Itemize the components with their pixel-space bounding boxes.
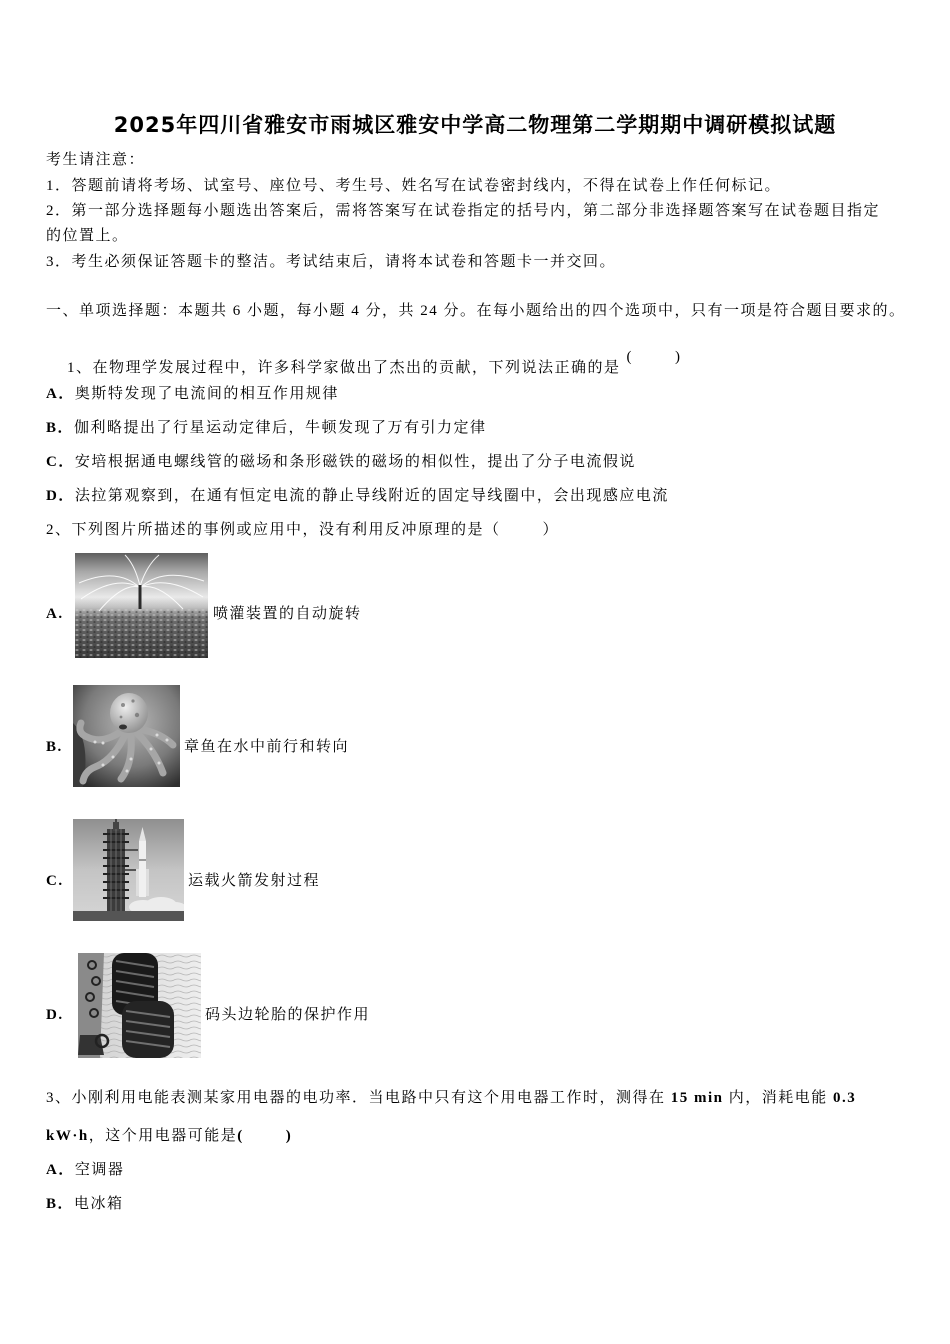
question-3-option-b [46, 1194, 124, 1214]
question-1-option-a [46, 384, 339, 404]
notice-line-2: 2．第一部分选择题每小题选出答案后，需将答案写在试卷指定的括号内，第二部分非选择题答案写在试卷题目指定 [46, 203, 881, 219]
question-2-option-b-text: 章鱼在水中前行和转向 [184, 739, 350, 755]
question-2-option-c-label: C. [46, 873, 64, 889]
option-label: A． [46, 386, 75, 402]
sprinkler-pipe [139, 585, 142, 609]
energy-value: 0.3 [833, 1090, 857, 1106]
octopus-head [110, 693, 148, 733]
question-1-option-d [46, 486, 669, 506]
question-2-option-a-text: 喷灌装置的自动旋转 [213, 606, 362, 622]
notice-line-1: 1．答题前请将考场、试室号、座位号、考生号、姓名写在试卷密封线内，不得在试卷上作任何标记。 [46, 178, 782, 194]
notice-heading: 考生请注意： [46, 152, 146, 168]
option-label: D． [46, 488, 75, 504]
option-label: B． [46, 1196, 75, 1212]
question-3-stem-line-2 [46, 1126, 292, 1146]
option-text: 伽利略提出了行星运动定律后，牛顿发现了万有引力定律 [74, 420, 487, 436]
question-1-answer-bracket: ( ) [626, 349, 682, 365]
question-2-option-d-label: D. [46, 1007, 64, 1023]
crop-field [75, 608, 208, 658]
question-2-option-c-text: 运载火箭发射过程 [188, 873, 321, 889]
energy-unit: kW·h [46, 1128, 89, 1144]
question-1-option-b [46, 418, 487, 438]
question-2-option-a-label: A. [46, 606, 64, 622]
octopus-photo [73, 685, 180, 787]
question-1-option-c [46, 452, 636, 472]
question-1-text: 1、在物理学发展过程中，许多科学家做出了杰出的贡献，下列说法正确的是 [67, 360, 621, 376]
question-3-text-end: ，这个用电器可能是 [88, 1128, 238, 1144]
option-text: 空调器 [74, 1162, 125, 1178]
exam-title: 2025年四川省雅安市雨城区雅安中学高二物理第二学期期中调研模拟试题 [113, 113, 837, 137]
question-2-stem: 2、下列图片所描述的事例或应用中，没有利用反冲原理的是（ ） [46, 522, 560, 538]
ground [73, 911, 184, 921]
rocket-launch-photo [73, 819, 184, 921]
bollard [78, 1035, 104, 1055]
sprinkler-photo [75, 553, 208, 658]
option-label: A． [46, 1162, 75, 1178]
option-text: 奥斯特发现了电流间的相互作用规律 [74, 386, 339, 402]
question-3-text: 3、小刚利用电能表测某家用电器的电功率．当电路中只有这个用电器工作时，测得在 [46, 1090, 671, 1106]
question-3-answer-bracket: ( ) [237, 1128, 293, 1144]
question-2-option-b-label: B. [46, 739, 63, 755]
octopus-eye [119, 725, 127, 730]
question-1-stem [46, 338, 682, 376]
duration-value: 15 min [670, 1090, 724, 1106]
option-label: B． [46, 420, 75, 436]
question-2-option-d-text: 码头边轮胎的保护作用 [205, 1007, 371, 1023]
notice-line-3: 3．考生必须保证答题卡的整洁。考试结束后，请将本试卷和答题卡一并交回。 [46, 254, 617, 270]
notice-line-2-continued: 的位置上。 [46, 228, 129, 244]
tire-lower [122, 1001, 174, 1058]
question-3-option-a [46, 1160, 124, 1180]
option-text: 电冰箱 [74, 1196, 124, 1212]
option-label: C． [46, 454, 75, 470]
option-text: 安培根据通电螺线管的磁场和条形磁铁的磁场的相似性，提出了分子电流假说 [74, 454, 636, 470]
section-heading: 一、单项选择题：本题共 6 小题，每小题 4 分，共 24 分。在每小题给出的四个选项中，只有一项是符合题目要求的。 [46, 303, 906, 319]
question-3-text-middle: 内，消耗电能 [723, 1090, 834, 1106]
option-text: 法拉第观察到，在通有恒定电流的静止导线附近的固定导线圈中，会出现感应电流 [74, 488, 669, 504]
dock-tire-photo [78, 953, 201, 1058]
question-3-stem-line-1 [46, 1088, 856, 1108]
